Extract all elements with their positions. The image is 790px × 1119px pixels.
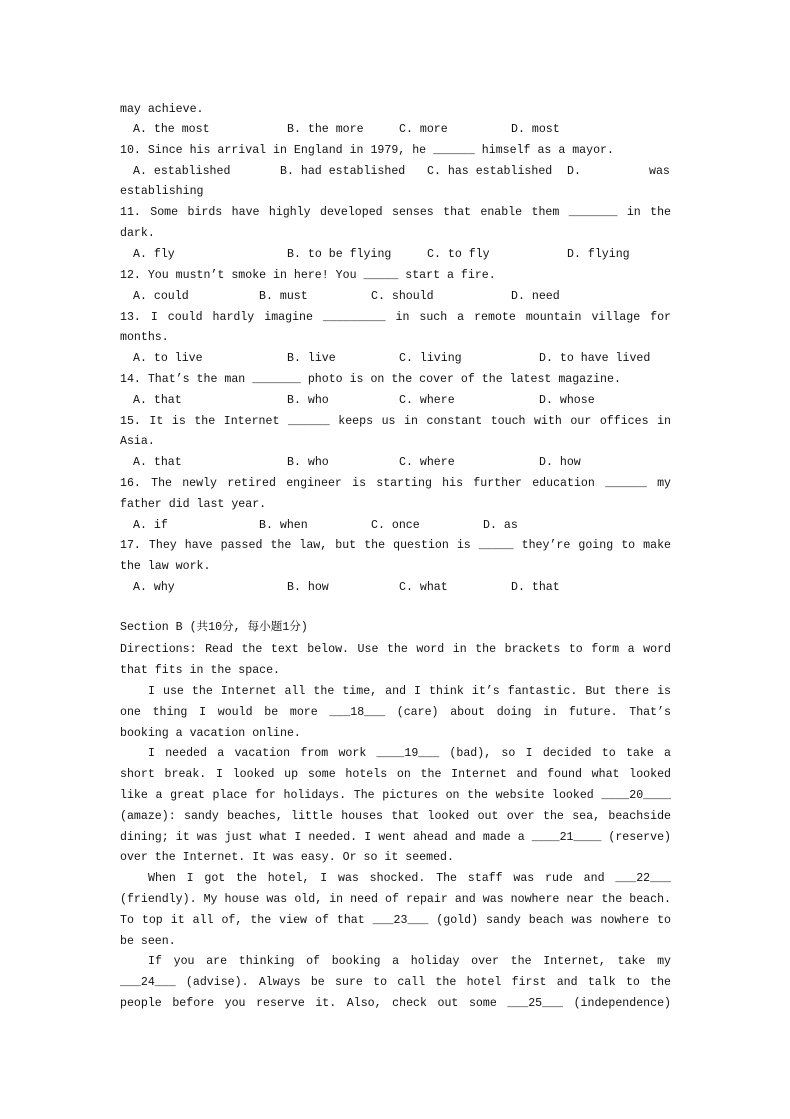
q10-stem: 10. Since his arrival in England in 1979, he ______ himself as a mayor. — [120, 144, 614, 157]
option: A. could — [133, 290, 189, 303]
option: D. whose — [539, 394, 595, 407]
q16-stem-line1: 16. The newly retired engineer is starting his further education ______ my — [120, 477, 671, 490]
p4-line: ___24___ (advise). Always be sure to call the hotel first and talk to the — [120, 976, 671, 989]
option: A. if — [133, 519, 168, 532]
option: A. fly — [133, 248, 175, 261]
q10-wrap: establishing — [120, 185, 204, 198]
option: C. more — [399, 123, 448, 136]
p3-line: When I got the hotel, I was shocked. The staff was rude and ___22___ — [148, 872, 671, 885]
q15-stem-line2: Asia. — [120, 435, 155, 448]
q9-tail: may achieve. — [120, 103, 204, 116]
q11-stem-line2: dark. — [120, 227, 155, 240]
q11-stem-line1: 11. Some birds have highly developed senses that enable them _______ in the — [120, 206, 671, 219]
q15-stem-line1: 15. It is the Internet ______ keeps us in constant touch with our offices in — [120, 415, 671, 428]
p2-line: dining; it was just what I needed. I went ahead and made a ____21____ (reserve) — [120, 831, 671, 844]
p1-line: booking a vacation online. — [120, 727, 301, 740]
option: A. the most — [133, 123, 210, 136]
option: B. how — [287, 581, 329, 594]
q16-stem-line2: father did last year. — [120, 498, 267, 511]
option: B. to be flying — [287, 248, 392, 261]
option: B. the more — [287, 123, 364, 136]
option: D. to have lived — [539, 352, 651, 365]
option: C. living — [399, 352, 462, 365]
p3-line: To top it all of, the view of that ___23___ (gold) sandy beach was nowhere to — [120, 914, 671, 927]
option: A. established — [133, 165, 231, 178]
option: B. who — [287, 394, 329, 407]
option: A. that — [133, 456, 182, 469]
option: B. when — [259, 519, 308, 532]
q13-stem-line1: 13. I could hardly imagine _________ in such a remote mountain village for — [120, 311, 671, 324]
option: D. — [567, 165, 581, 178]
option: C. to fly — [427, 248, 490, 261]
p2-line: like a great place for holidays. The pictures on the website looked ____20____ — [120, 789, 671, 802]
p3-line: be seen. — [120, 935, 176, 948]
p4-line: people before you reserve it. Also, check out some ___25___ (independence) — [120, 997, 671, 1010]
option: D. flying — [567, 248, 630, 261]
option: D. as — [483, 519, 518, 532]
option: B. who — [287, 456, 329, 469]
option: C. should — [371, 290, 434, 303]
option: D. how — [539, 456, 581, 469]
option: B. live — [287, 352, 336, 365]
section-b-heading: Section B (共10分, 每小题1分) — [120, 621, 308, 634]
option: D. most — [511, 123, 560, 136]
p2-line: (amaze): sandy beaches, little houses that looked out over the sea, beachside — [120, 810, 671, 823]
option: A. to live — [133, 352, 203, 365]
q14-stem: 14. That’s the man _______ photo is on the cover of the latest magazine. — [120, 373, 621, 386]
p4-line: If you are thinking of booking a holiday over the Internet, take my — [148, 955, 671, 968]
p1-line: I use the Internet all the time, and I think it’s fantastic. But there is — [148, 685, 671, 698]
option: A. why — [133, 581, 175, 594]
option: C. where — [399, 394, 455, 407]
p3-line: (friendly). My house was old, in need of repair and was nowhere near the beach. — [120, 893, 671, 906]
q12-stem: 12. You mustn’t smoke in here! You _____ start a fire. — [120, 269, 496, 282]
option: B. had established — [280, 165, 406, 178]
option: D. need — [511, 290, 560, 303]
q13-stem-line2: months. — [120, 331, 169, 344]
option: C. what — [399, 581, 448, 594]
option: C. where — [399, 456, 455, 469]
p1-line: one thing I would be more ___18___ (care) about doing in future. That’s — [120, 706, 671, 719]
q17-stem-line1: 17. They have passed the law, but the question is _____ they’re going to make — [120, 539, 671, 552]
option: D. that — [511, 581, 560, 594]
p2-line: over the Internet. It was easy. Or so it seemed. — [120, 851, 454, 864]
q17-stem-line2: the law work. — [120, 560, 211, 573]
directions-line1: Directions: Read the text below. Use the word in the brackets to form a word — [120, 643, 671, 656]
option: A. that — [133, 394, 182, 407]
p2-line: I needed a vacation from work ____19___ (bad), so I decided to take a — [148, 747, 671, 760]
option: C. has established — [427, 165, 553, 178]
option: B. must — [259, 290, 308, 303]
directions-line2: that fits in the space. — [120, 664, 281, 677]
option: C. once — [371, 519, 420, 532]
p2-line: short break. I looked up some hotels on the Internet and found what looked — [120, 768, 671, 781]
option-wrap: was — [649, 165, 670, 178]
